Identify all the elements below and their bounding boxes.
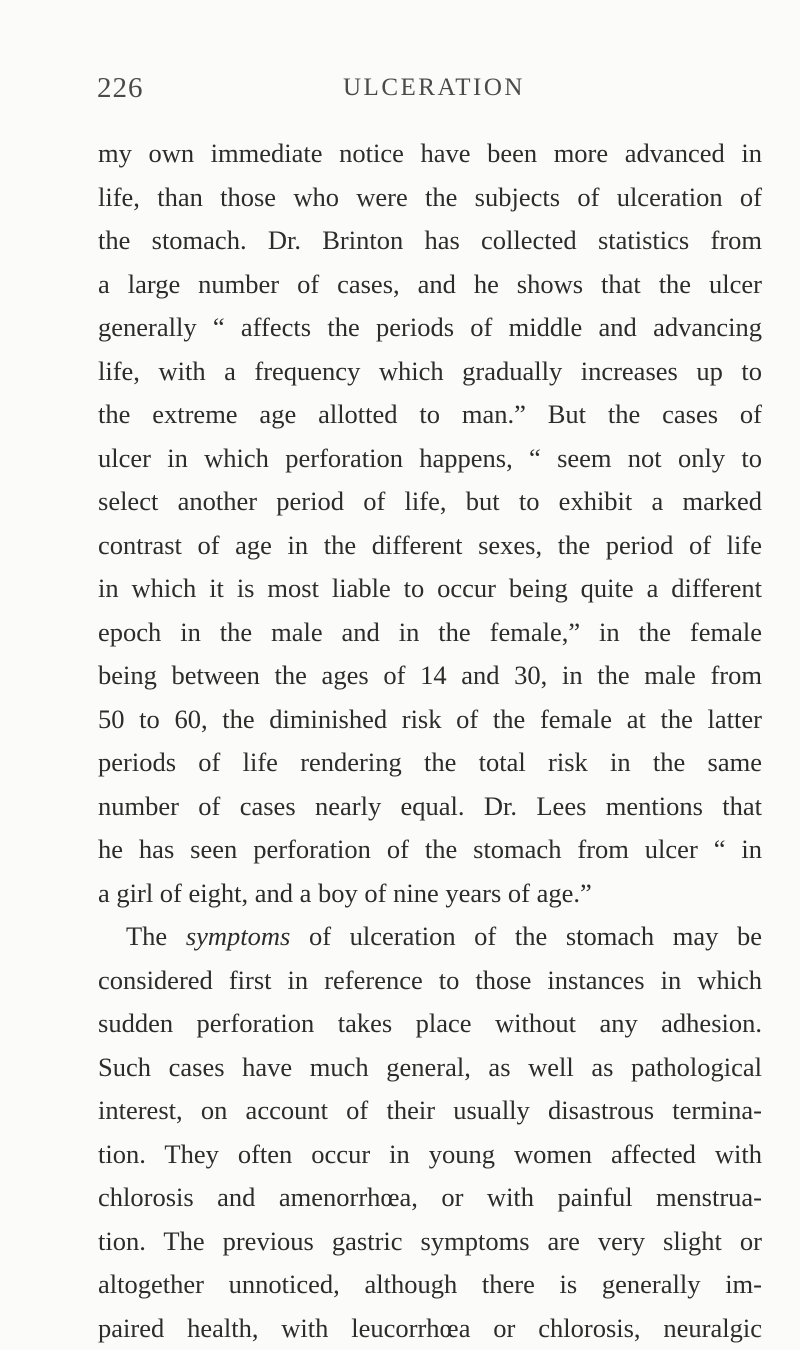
- text-line: my own immediate notice have been more advanced in: [98, 132, 762, 176]
- text-line: a girl of eight, and a boy of nine years of age.”: [98, 872, 762, 916]
- text-line: in which it is most liable to occur being quite a different: [98, 567, 762, 611]
- text-line: generally “ affects the periods of middle and advancing: [98, 306, 762, 350]
- text-line: the stomach. Dr. Brinton has collected statistics from: [98, 219, 762, 263]
- text-line: sudden perforation takes place without any adhesion.: [98, 1002, 762, 1046]
- page-number: 226: [97, 72, 144, 105]
- text-line: interest, on account of their usually disastrous termina-: [98, 1089, 762, 1133]
- running-head: ULCERATION: [343, 74, 525, 102]
- text-line: Such cases have much general, as well as pathological: [98, 1046, 762, 1090]
- text-fragment: The: [126, 921, 186, 951]
- text-line: contrast of age in the different sexes, the period of life: [98, 524, 762, 568]
- italic-term: symptoms: [186, 921, 291, 951]
- text-line: life, than those who were the subjects of ulceration of: [98, 176, 762, 220]
- page-header: [97, 72, 760, 112]
- text-line: epoch in the male and in the female,” in the female: [98, 611, 762, 655]
- text-line: select another period of life, but to exhibit a marked: [98, 480, 762, 524]
- text-line: paired health, with leucorrhœa or chlorosis, neuralgic: [98, 1307, 762, 1350]
- text-line: altogether unnoticed, although there is generally im-: [98, 1263, 762, 1307]
- text-line: tion. The previous gastric symptoms are very slight or: [98, 1220, 762, 1264]
- text-line: considered first in reference to those instances in which: [98, 959, 762, 1003]
- text-line: 50 to 60, the diminished risk of the female at the latter: [98, 698, 762, 742]
- text-line: chlorosis and amenorrhœa, or with painful menstrua-: [98, 1176, 762, 1220]
- text-line: number of cases nearly equal. Dr. Lees mentions that: [98, 785, 762, 829]
- text-line: periods of life rendering the total risk in the same: [98, 741, 762, 785]
- body-text: [98, 132, 762, 1350]
- text-line: life, with a frequency which gradually increases up to: [98, 350, 762, 394]
- paragraph-first-line: [98, 915, 762, 959]
- text-line: ulcer in which perforation happens, “ seem not only to: [98, 437, 762, 481]
- text-line: he has seen perforation of the stomach from ulcer “ in: [98, 828, 762, 872]
- text-line: the extreme age allotted to man.” But the cases of: [98, 393, 762, 437]
- text-fragment: of ulceration of the stomach may be: [290, 921, 762, 951]
- text-line: a large number of cases, and he shows that the ulcer: [98, 263, 762, 307]
- text-line: tion. They often occur in young women affected with: [98, 1133, 762, 1177]
- text-line: being between the ages of 14 and 30, in the male from: [98, 654, 762, 698]
